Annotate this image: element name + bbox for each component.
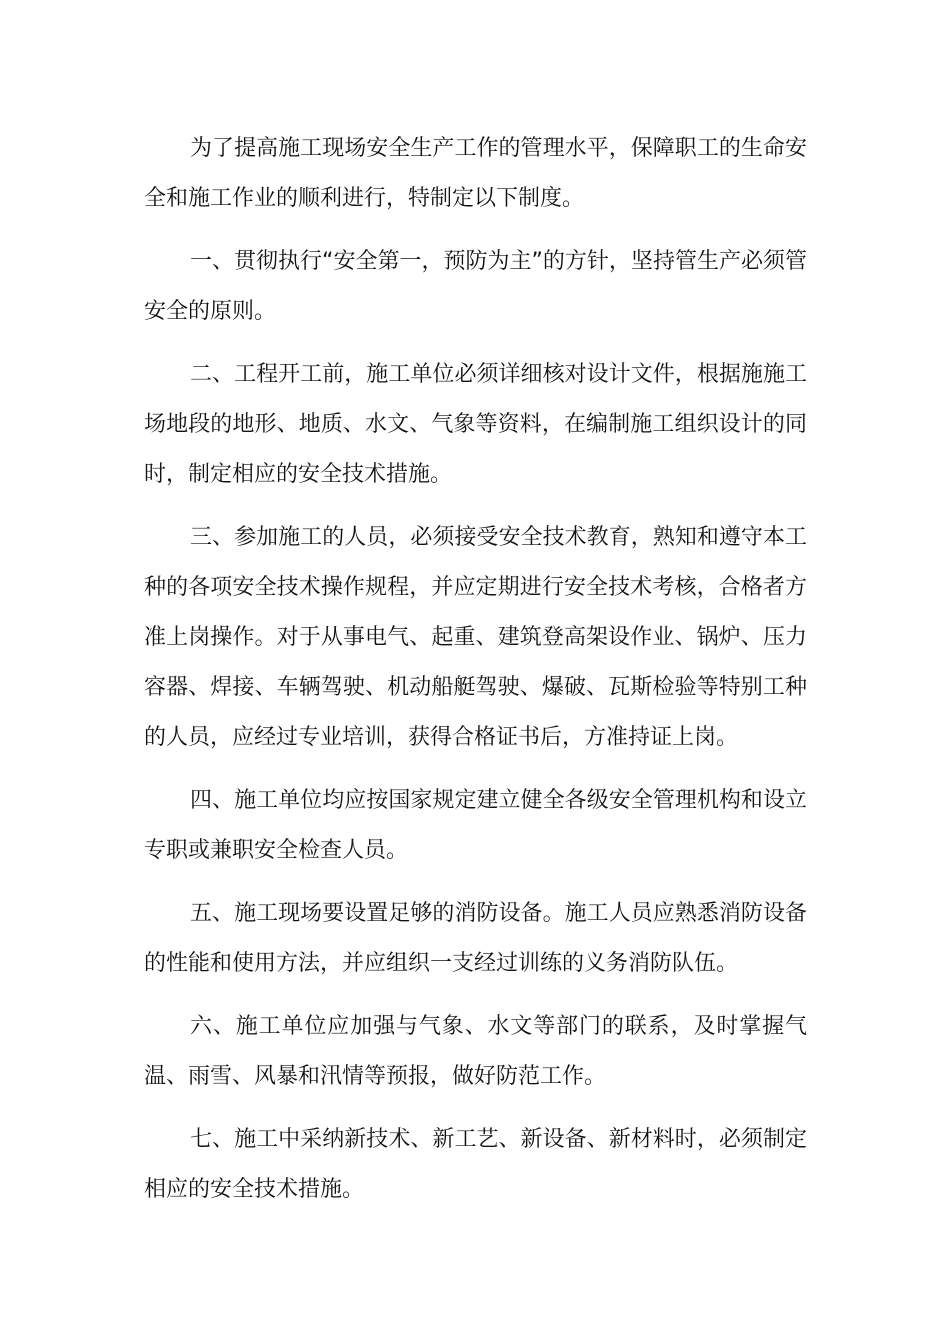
clause-1-paragraph: 一、贯彻执行“安全第一，预防为主”的方针，坚持管生产必须管安全的原则。: [144, 249, 807, 324]
clause-6-paragraph: 六、施工单位应加强与气象、水文等部门的联系，及时掌握气温、雨雪、风暴和汛情等预报，做好防范工作。: [144, 1014, 807, 1089]
clause-7-paragraph: 七、施工中采纳新技术、新工艺、新设备、新材料时，必须制定相应的安全技术措施。: [144, 1127, 807, 1202]
clause-5-paragraph: 五、施工现场要设置足够的消防设备。施工人员应熟悉消防设备的性能和使用方法，并应组织一支经过训练的义务消防队伍。: [144, 901, 807, 976]
clause-3-paragraph: 三、参加施工的人员，必须接受安全技术教育，熟知和遵守本工种的各项安全技术操作规程，并应定期进行安全技术考核，合格者方准上岗操作。对于从事电气、起重、建筑登高架设作业、锅炉、压力容器、焊接、车辆驾驶、机动船艇驾驶、爆破、瓦斯检验等特别工种的人员，应经过专业培训，获得合格证书后，方准持证上岗。: [144, 525, 807, 750]
clause-2-paragraph: 二、工程开工前，施工单位必须详细核对设计文件，根据施施工场地段的地形、地质、水文、气象等资料，在编制施工组织设计的同时，制定相应的安全技术措施。: [144, 362, 807, 487]
intro-paragraph: 为了提高施工现场安全生产工作的管理水平，保障职工的生命安全和施工作业的顺利进行，特制定以下制度。: [144, 136, 807, 211]
document-body: [144, 124, 807, 1228]
clause-4-paragraph: 四、施工单位均应按国家规定建立健全各级安全管理机构和设立专职或兼职安全检查人员。: [144, 788, 807, 863]
